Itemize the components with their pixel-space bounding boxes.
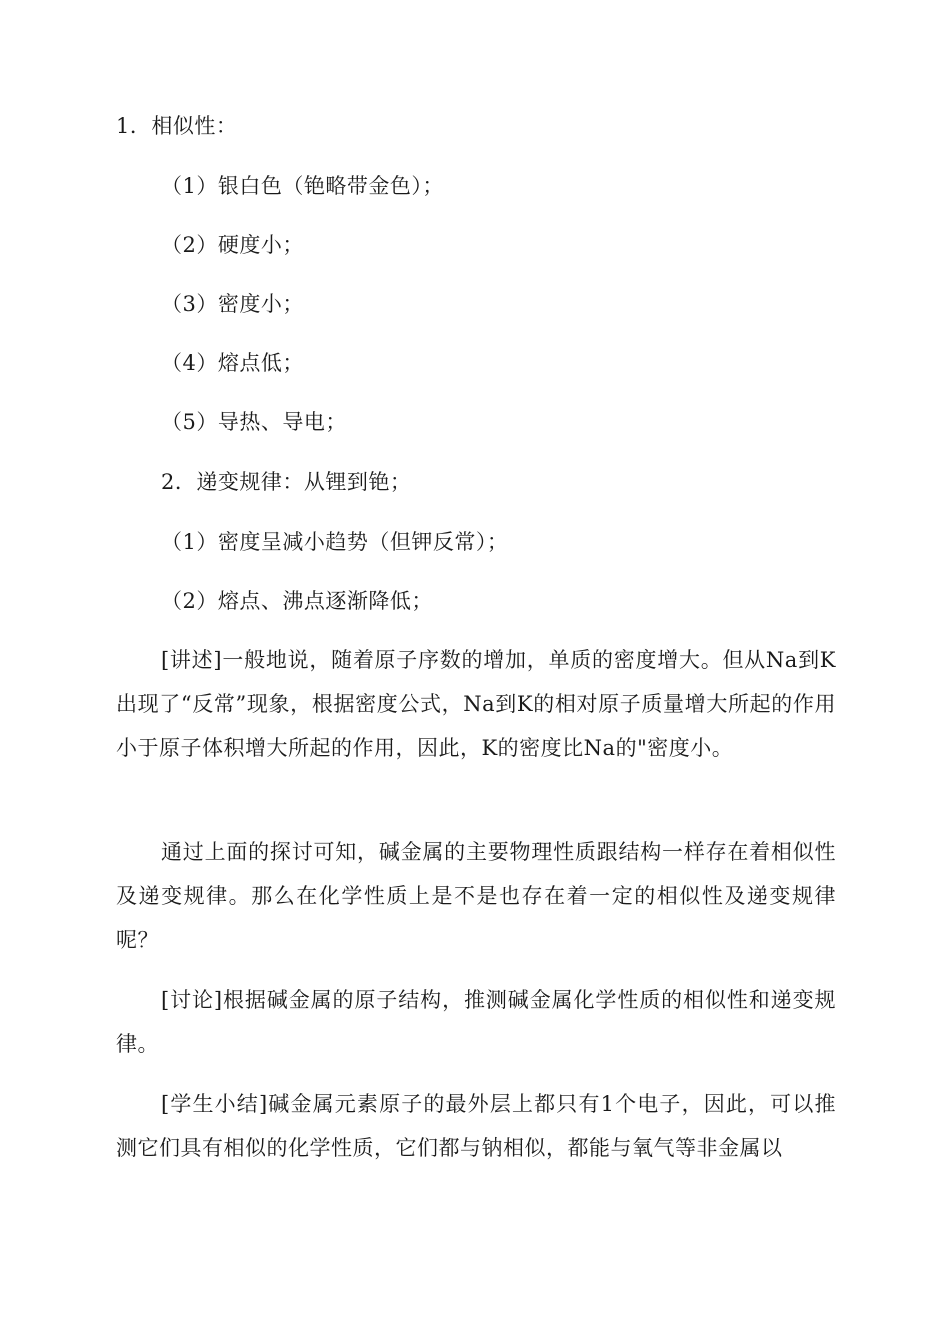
list-item: （3）密度小； — [161, 292, 304, 316]
paragraph-discussion-intro: 通过上面的探讨可知，碱金属的主要物理性质跟结构一样存在着相似性及递变规律。那么在化学性质上是不是也存在着一定的相似性及递变规律呢？ — [116, 840, 836, 952]
list-item: （5）导热、导电； — [161, 410, 347, 434]
list-item: （2）硬度小； — [161, 233, 304, 257]
paragraph-lecture: [讲述]一般地说，随着原子序数的增加，单质的密度增大。但从Na到K出现了“反常”现象，根据密度公式，Na到K的相对原子质量增大所起的作用小于原子体积增大所起的作用，因此，K的密度比Na的"密度小。 — [116, 648, 836, 760]
section-heading-gradation: 2．递变规律：从锂到铯； — [161, 470, 412, 494]
list-item: （4）熔点低； — [161, 351, 304, 375]
section-heading-similarity: 1．相似性： — [116, 114, 238, 138]
paragraph-student-summary: [学生小结]碱金属元素原子的最外层上都只有1个电子，因此，可以推测它们具有相似的化学性质，它们都与钠相似，都能与氧气等非金属以 — [116, 1092, 836, 1160]
paragraph-discussion: [讨论]根据碱金属的原子结构，推测碱金属化学性质的相似性和递变规律。 — [116, 988, 836, 1056]
list-item: （1）银白色（铯略带金色）； — [161, 174, 444, 198]
list-item: （2）熔点、沸点逐渐降低； — [161, 589, 433, 613]
list-item: （1）密度呈减小趋势（但钾反常）； — [161, 530, 509, 554]
